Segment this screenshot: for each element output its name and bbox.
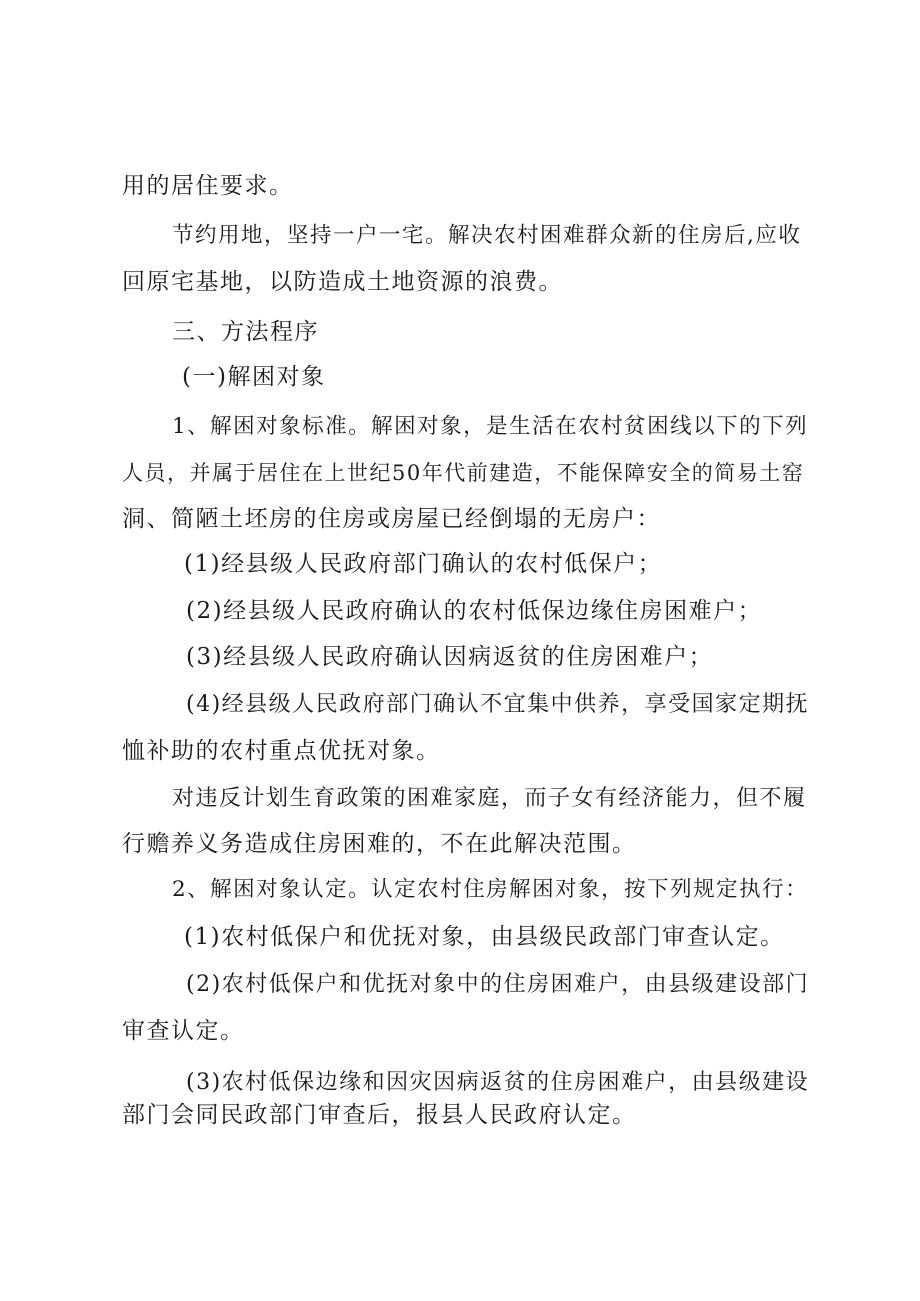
section-heading: 三、方法程序 — [172, 319, 319, 345]
text-line: 对违反计划生育政策的困难家庭，而子女有经济能力，但不履 — [172, 786, 807, 811]
list-item: (2)经县级人民政府确认的农村低保边缘住房困难户； — [186, 598, 763, 624]
text-line: 节约用地，坚持一户一宅。解决农村困难群众新的住房后,应收 — [172, 223, 802, 248]
text-line: 用的居住要求。 — [122, 173, 294, 199]
text-line: 洞、简陋土坯房的住房或房屋已经倒塌的无房户： — [122, 506, 661, 532]
text-line: 恤补助的农村重点优抚对象。 — [122, 738, 441, 764]
list-item: (1)经县级人民政府部门确认的农村低保户； — [184, 551, 663, 577]
text-line: 人员，并属于居住在上世纪50年代前建造，不能保障安全的简易土窑 — [122, 461, 805, 485]
text-line: 1、解困对象标准。解困对象，是生活在农村贫困线以下的下列 — [172, 414, 809, 439]
text-line: 2、解困对象认定。认定农村住房解困对象，按下列规定执行： — [172, 877, 809, 902]
list-item: (4)经县级人民政府部门确认不宜集中供养，享受国家定期抚 — [186, 692, 810, 717]
text-line: 回原宅基地，以防造成土地资源的浪费。 — [122, 269, 563, 295]
text-line: 审查认定。 — [122, 1018, 245, 1044]
list-item: (3)农村低保边缘和因灾因病返贫的住房困难户，由县级建设 — [186, 1070, 810, 1095]
text-line: 行赡养义务造成住房困难的，不在此解决范围。 — [122, 831, 637, 857]
list-item: (3)经县级人民政府确认因病返贫的住房困难户； — [186, 644, 714, 670]
list-item: (2)农村低保户和优抚对象中的住房困难户，由县级建设部门 — [186, 972, 810, 997]
subsection-heading: (一)解困对象 — [182, 364, 326, 390]
list-item: (1)农村低保户和优抚对象，由县级民政部门审查认定。 — [184, 924, 785, 950]
text-line: 部门会同民政部门审查后，报县人民政府认定。 — [122, 1102, 637, 1128]
